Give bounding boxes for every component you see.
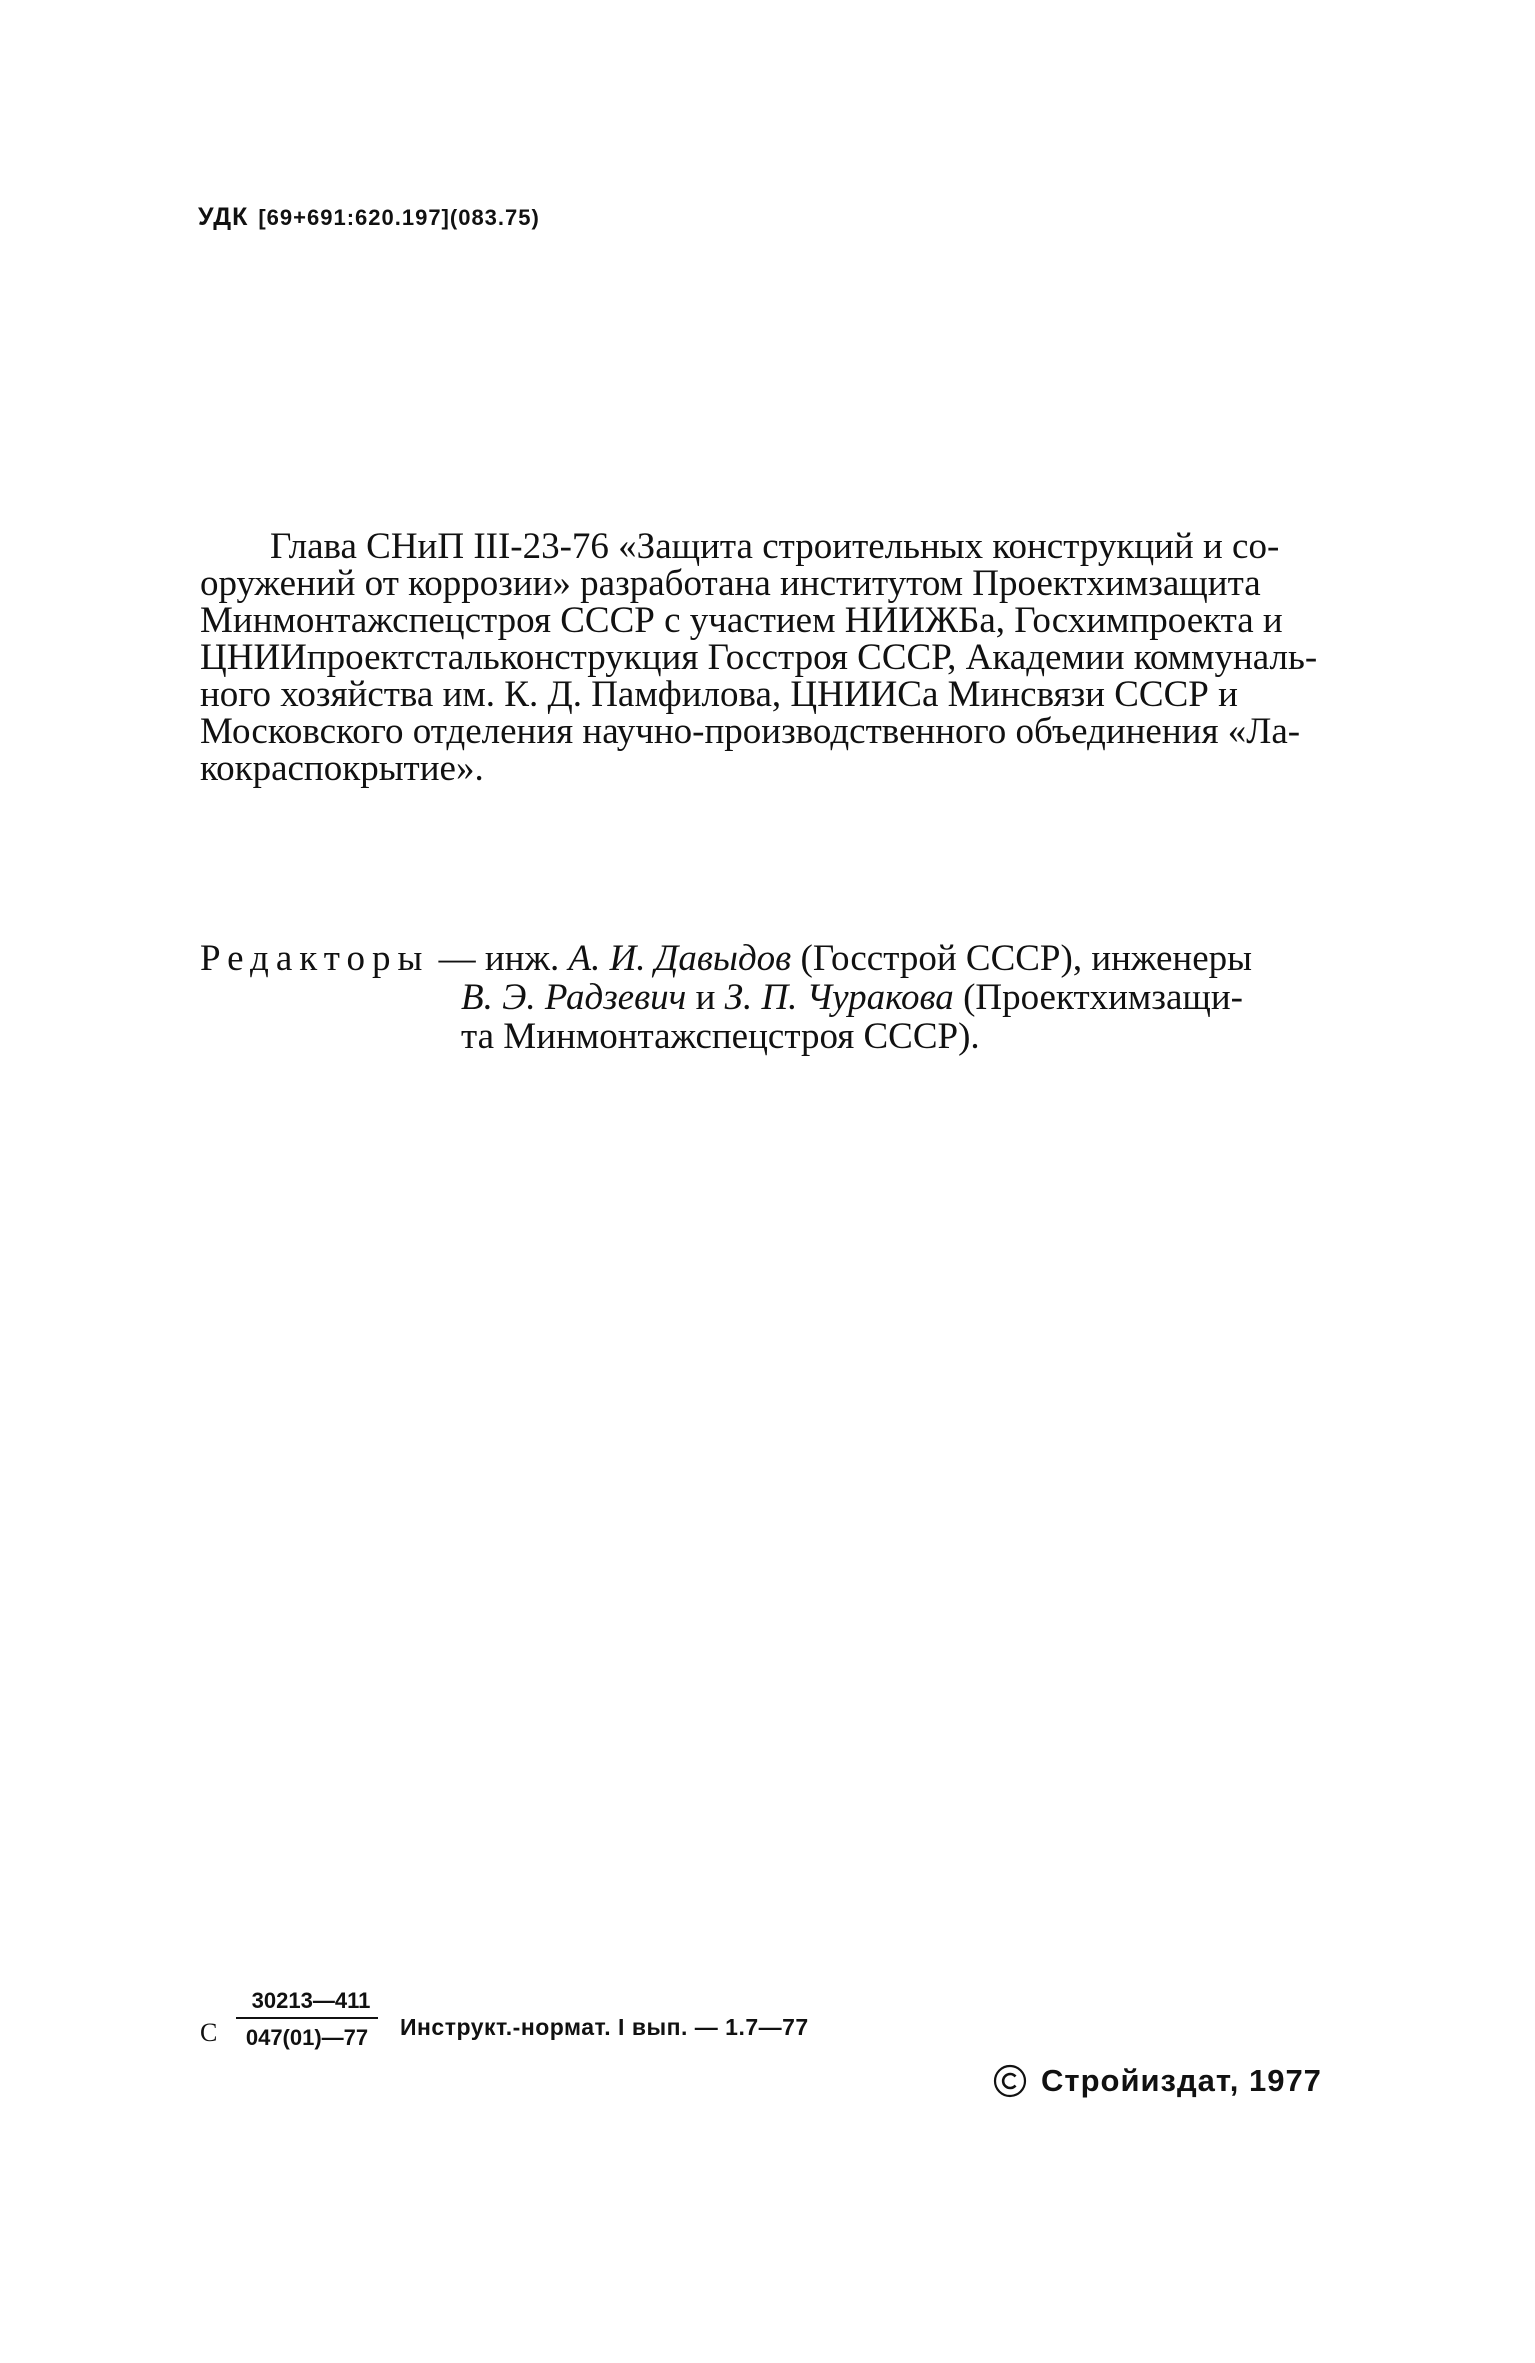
editors-and: и [686,977,725,1018]
about-line: ЦНИИпроектстальконструкция Госстроя СССР, Академии коммуналь- [200,637,1318,678]
editors-line-2 [200,978,1346,1017]
udk-code [198,203,540,232]
publisher-text: Стройиздат, 1977 [1041,2063,1322,2098]
imprint-denominator: 047(01)—77 [245,2025,369,2050]
copyright-line [993,2063,1322,2099]
imprint-index-fraction [236,1988,378,2051]
editors-affiliation-1: (Госстрой СССР), инженеры [791,938,1253,979]
editor-churakova: З. П. Чуракова [724,977,954,1018]
editors-affiliation-2: (Проектхимзащи- [953,977,1244,1018]
imprint-letter: С [200,2018,218,2047]
about-line: Минмонтажспецстроя СССР с участием НИИЖБа, Госхимпроекта и [200,600,1283,641]
fraction-bar [236,2017,378,2019]
about-line: оружений от коррозии» разработана институтом Проектхимзащита [200,563,1261,604]
authorship-paragraph [200,528,1346,787]
editor-radzevich: В. Э. Радзевич [461,977,687,1018]
about-line: кокраспокрытие». [200,748,484,789]
editors-dash: — инж. [429,938,569,979]
editors-block [200,939,1346,1056]
editors-line-1 [200,939,1346,978]
imprint-series: Инструкт.-нормат. I вып. — 1.7—77 [400,2014,809,2040]
about-line: Глава СНиП III-23-76 «Защита строительных конструкций и со- [270,526,1280,567]
udk-value: [69+691:620.197](083.75) [258,205,540,230]
editors-line-3: та Минмонтажспецстроя СССР). [461,1016,980,1057]
about-line: ного хозяйства им. К. Д. Памфилова, ЦНИИСа Минсвязи СССР и [200,674,1238,715]
copyright-icon [993,2064,1027,2098]
editors-label: Редакторы [200,938,430,979]
udk-label: УДК [198,203,249,231]
imprint-numerator: 30213—411 [251,1988,371,2013]
editor-davydov: А. И. Давыдов [568,938,792,979]
about-line: Московского отделения научно-производственного объединения «Ла- [200,711,1301,752]
